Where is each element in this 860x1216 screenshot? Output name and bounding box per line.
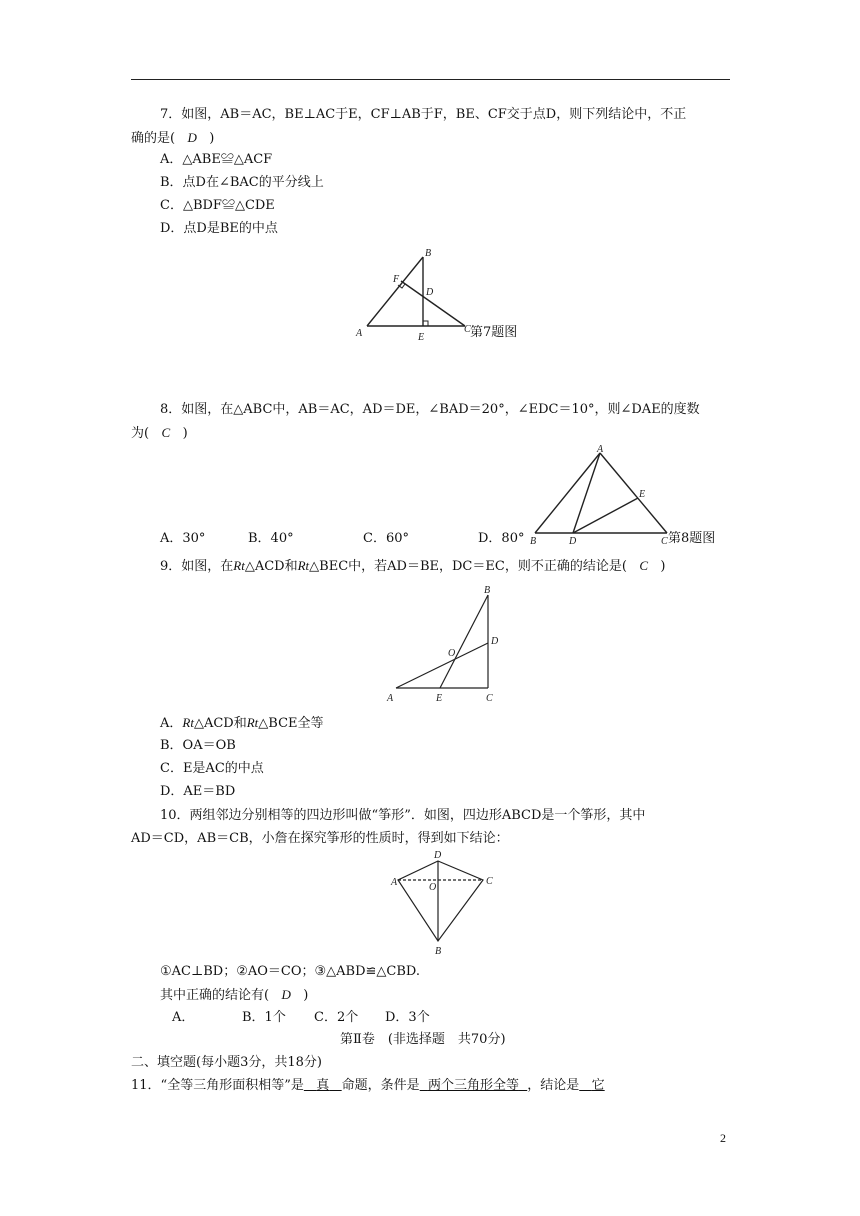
q7-label-a: A	[356, 328, 363, 339]
q7-option-b: B．点D在∠BAC的平分线上	[160, 175, 324, 190]
q7-segment-ab	[367, 257, 423, 326]
q8-option-c: C．60°	[363, 531, 409, 546]
q9-segment-ad	[396, 643, 488, 688]
q8-label-c: C	[661, 536, 668, 547]
header-rule	[131, 79, 730, 80]
q7-line2: 确的是( D )	[131, 130, 215, 146]
section-fill-in: 二、填空题(每小题3分，共18分)	[131, 1055, 322, 1070]
q9-label-e: E	[436, 693, 443, 704]
q10-kite	[398, 861, 483, 941]
q9-label-a: A	[387, 693, 394, 704]
q10-option-a: A．	[172, 1010, 195, 1025]
q9-label-c: C	[486, 693, 493, 704]
q7-figure	[350, 245, 480, 345]
q10-line2: AD＝CD，AB＝CB，小詹在探究筝形的性质时，得到如下结论：	[131, 831, 509, 846]
q10-option-d: D．3个	[385, 1010, 430, 1025]
q8-label-a: A	[597, 444, 604, 455]
q7-line1: 7．如图，AB＝AC，BE⊥AC于E，CF⊥AB于F，BE、CF交于点D，则下列结论中，不正	[160, 107, 687, 122]
q8-option-d: D．80°	[478, 531, 525, 546]
q9-answer: C	[639, 558, 648, 573]
q8-option-b: B．40°	[248, 531, 294, 546]
q8-line1: 8．如图，在△ABC中，AB＝AC，AD＝DE，∠BAD＝20°，∠EDC＝10°，则∠DAE的度数	[160, 402, 700, 417]
q8-segment-ab	[535, 453, 600, 533]
q11-blank-3: 它	[591, 1078, 605, 1093]
q7-label-e: E	[418, 332, 425, 343]
q10-answer: D	[281, 987, 291, 1002]
q8-segment-ac	[600, 453, 667, 533]
q9-line1: 9．如图，在Rt△ACD和Rt△BEC中，若AD＝BE，DC＝EC，则不正确的结论是( C )	[160, 558, 666, 574]
q10-line1: 10．两组邻边分别相等的四边形叫做“筝形”．如图，四边形ABCD是一个筝形，其中	[160, 808, 646, 823]
q9-label-b: B	[484, 585, 491, 596]
q9-option-a: A．Rt△ACD和Rt△BCE全等	[160, 715, 324, 731]
q8-label-b: B	[530, 536, 537, 547]
q7-label-d: D	[426, 287, 434, 298]
q8-line2: 为( C )	[131, 425, 188, 441]
q7-label-c: C	[464, 324, 471, 335]
q7-caption: 第7题图	[470, 325, 518, 340]
q10-label-b: B	[435, 946, 442, 957]
q10-label-d: D	[434, 850, 442, 861]
q7-right-angle-e	[423, 321, 428, 326]
q8-figure	[525, 442, 675, 550]
part2-title: 第Ⅱ卷 (非选择题 共70分)	[340, 1032, 506, 1047]
q8-label-e: E	[639, 489, 646, 500]
q10-label-o: O	[429, 882, 437, 893]
q10-conclusions: ①AC⊥BD；②AO＝CO；③△ABD≌△CBD.	[160, 964, 420, 979]
page-number: 2	[720, 1131, 726, 1145]
q10-figure	[383, 845, 503, 960]
q11-blank-2: 两个三角形全等	[427, 1078, 519, 1093]
q9-option-c: C．E是AC的中点	[160, 761, 264, 776]
q7-option-a: A．△ABE≌△ACF	[160, 152, 273, 167]
q7-label-b: B	[425, 248, 432, 259]
q7-option-c: C．△BDF≌△CDE	[160, 198, 275, 213]
q11-line: 11．“全等三角形面积相等”是 真 命题，条件是 两个三角形全等 ，结论是 它	[131, 1078, 605, 1093]
q7-answer: D	[187, 130, 197, 145]
q8-option-a: A．30°	[160, 531, 206, 546]
q10-label-c: C	[486, 876, 493, 887]
q9-segment-be	[440, 595, 488, 688]
q7-option-d: D．点D是BE的中点	[160, 221, 278, 236]
q8-label-d: D	[569, 536, 577, 547]
q9-figure	[382, 582, 507, 707]
q10-option-b: B．1个	[242, 1010, 286, 1025]
q7-label-f: F	[393, 274, 400, 285]
q10-label-a: A	[391, 877, 398, 888]
q10-option-c: C．2个	[314, 1010, 359, 1025]
q10-ask: 其中正确的结论有( D )	[160, 987, 309, 1003]
q8-answer: C	[161, 425, 171, 440]
q9-label-o: O	[448, 648, 456, 659]
q9-label-d: D	[491, 636, 499, 647]
q11-blank-1: 真	[316, 1078, 330, 1093]
q9-option-b: B．OA＝OB	[160, 738, 236, 753]
q8-caption: 第8题图	[668, 531, 716, 546]
q9-option-d: D．AE＝BD	[160, 784, 236, 799]
